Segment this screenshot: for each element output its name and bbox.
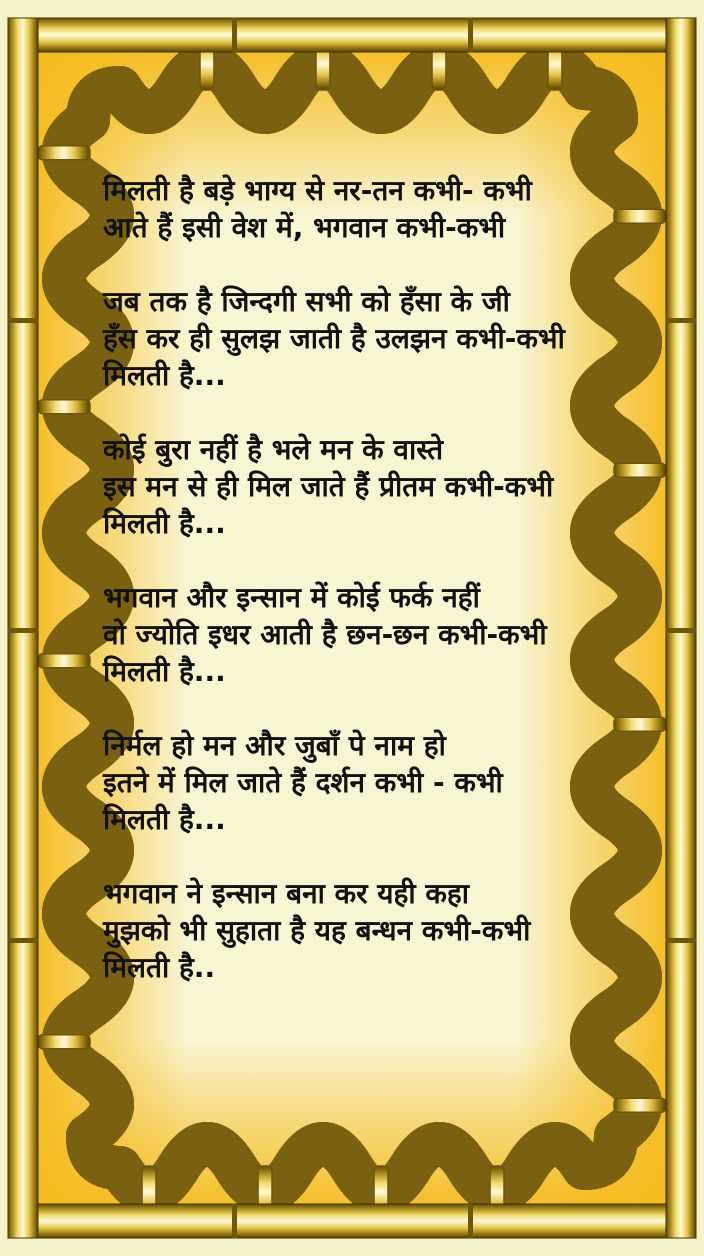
poem-line: मुझको भी सुहाता है यह बन्धन कभी-कभी [103,914,531,947]
stanza-4 [103,579,663,690]
poem-line: मिलती है... [103,655,226,688]
poem-line: आते हैं इसी वेश में, भगवान कभी-कभी [103,211,506,244]
stanza-2 [103,283,663,394]
poem-line: कोई बुरा नहीं है भले मन के वास्ते [103,433,444,466]
stanza-6 [103,875,663,986]
stanza-3 [103,431,663,542]
poem-line: मिलती है... [103,803,226,836]
poem-line: जब तक है जिन्दगी सभी को हँसा के जी [103,285,510,318]
poem-line: इस मन से ही मिल जाते हैं प्रीतम कभी-कभी [103,470,554,503]
poem-line: भगवान और इन्सान में कोई फर्क नहीं [103,581,480,614]
stanza-1 [103,172,663,246]
poem-line: मिलती है... [103,507,226,540]
poem-line: हँस कर ही सुलझ जाती है उलझन कभी-कभी [103,322,565,355]
stanza-5 [103,727,663,838]
poem-line: मिलती है बड़े भाग्य से नर-तन कभी- कभी [103,174,532,207]
poem-line: मिलती है.. [103,951,216,984]
poem-line: मिलती है... [103,359,226,392]
poem-line: इतने में मिल जाते हैं दर्शन कभी - कभी [103,766,503,799]
poem-text [103,172,663,986]
poem-line: निर्मल हो मन और जुबाँ पे नाम हो [103,729,446,762]
poem-line: वो ज्योति इधर आती है छन-छन कभी-कभी [103,618,547,651]
poem-line: भगवान ने इन्सान बना कर यही कहा [103,877,470,910]
